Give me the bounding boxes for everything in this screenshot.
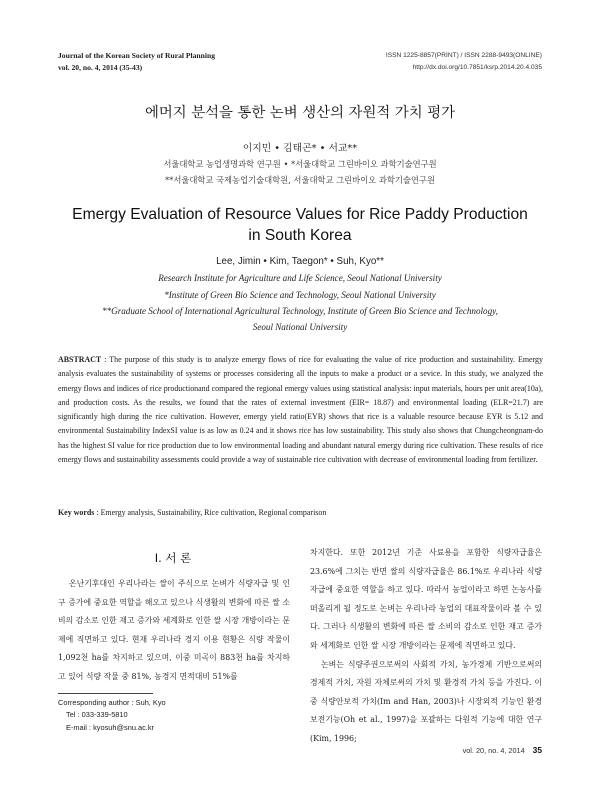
abstract — [58, 353, 543, 467]
doi-text: http://dx.doi.org/10.7851/ksrp.2014.20.4.035 — [412, 63, 542, 71]
abstract-text: : The purpose of this study is to analyze emergy flows of rice for evaluating the value of rice production and sustainability. Emergy analysis evaluates the sustainability of systems or processes considering all the inputs to make a product or a sevice. In this study, we analyzed the emergy flows and indices of rice productionand compared the regional emergy values using statistical analysis: input materials, hours per unit area(10a), and production costs. As the results, we found that the rates of external investment (EIR= 18.87) and environmental loading (ELR=21.7) are significantly high during the rice cultivation. However, emergy yield ratio(EYR) shows that rice is a valuable resource because EYR is 5.12 and environmental Sustainability IndexSI value is as low as 0.24 and it shows rice has low sustainability. This study also shows that Chungcheongnam-do has the highest SI value for rice production due to low environmental loading and abundant natural emergy during rice cultivation. These results of rice emergy flows and sustainability assessments could provide a way of sustainable rice cultivation with decrease of environmental loading from fertilizer. — [58, 355, 543, 465]
body-column-left — [58, 575, 290, 687]
affiliation-english-1: Research Institute for Agriculture and Life Science, Seoul National University — [158, 273, 442, 283]
paper-title-english-line-2: in South Korea — [248, 226, 352, 244]
body-column-right — [310, 544, 542, 749]
correspondence-note — [58, 697, 166, 734]
page-number: 35 — [532, 745, 542, 755]
page-footer — [463, 745, 542, 755]
keywords-text: : Emergy analysis, Sustainability, Rice cultivation, Regional comparison — [94, 508, 327, 517]
affiliation-korean-1: 서울대학교 농업생명과학 연구원 • *서울대학교 그린바이오 과학기술연구원 — [163, 159, 437, 169]
body-paragraph: 차지한다. 또한 2012년 기준 사료용을 포함한 식량자급율은 23.6%에 그치는 반면 쌀의 식량자급율은 86.1%로 우리나라 식량 자급에 중요한 역할을 하고 있다. 따라서 농업이라고 하면 논농사를 떠올리게 될 정도로 논벼는 우리나라 농업의 대표작물이라 볼 수 있다. 그러나 식생활의 변화에 따른 쌀 소비의 감소로 인한 재고 증가와 세계화로 인한 쌀 시장 개방이라는 문제에 직면하고 있다. — [310, 548, 542, 650]
authors-korean: 이지민 • 김태곤* • 서교** — [242, 143, 358, 154]
journal-header — [58, 50, 215, 73]
issn-text: ISSN 1225-8857(PRINT) / ISSN 2288-9493(ONLINE) — [385, 52, 542, 59]
paper-title-english-line-1: Emergy Evaluation of Resource Values for Rice Paddy Production — [72, 206, 528, 223]
keywords-label: Key words — [58, 508, 95, 517]
affiliation-korean-2: **서울대학교 국제농업기술대학원, 서울대학교 그린바이오 과학기술연구원 — [165, 175, 435, 185]
authors-english: Lee, Jimin • Kim, Taegon* • Suh, Kyo** — [216, 256, 384, 267]
paper-title-korean: 에머지 분석을 통한 논벼 생산의 자원적 가치 평가 — [144, 105, 456, 121]
affiliation-english-2: *Institute of Green Bio Science and Technology, Seoul National University — [164, 290, 436, 300]
affiliation-english-4: Seoul National University — [252, 322, 348, 332]
corresponding-email: E-mail : kyosuh@snu.ac.kr — [66, 722, 155, 732]
section-heading-introduction: Ⅰ. 서 론 — [154, 551, 192, 565]
paper-title-english — [0, 205, 600, 246]
abstract-label: ABSTRACT — [58, 355, 102, 364]
body-paragraph: 온난기후대인 우리나라는 쌀이 주식으로 논벼가 식량자급 및 인구 증가에 중요한 역할을 해오고 있으나 식생활의 변화에 따른 쌀 소비의 감소로 인한 재고 증가와 세계화로 인한 쌀 시장 개방이라는 문제에 직면하고 있다. 현재 우리나라 경지 이용 현황은 식량 작물이 1,092천 ha를 차지하고 있으며, 이중 미곡이 883천 ha를 차지하고 있어 식량 작물 중 81%, 농경지 면적대비 51%를 — [58, 579, 290, 681]
keywords — [58, 508, 543, 517]
journal-name: Journal of the Korean Society of Rural Planning — [58, 51, 216, 60]
corresponding-author: Corresponding author : Suh, Kyo — [58, 698, 166, 707]
body-paragraph: 논벼는 식량주권으로써의 사회적 가치, 농가경제 기반으로써의 경제적 가치, 자원 자체로써의 가치 및 환경적 가치 등을 가진다. 이 중 식량안보적 가치(Im and Han, 2003)나 시장외적 기능인 환경보전기능(Oh et al., 1997)을 포괄하는 다원적 기능에 대한 연구(Kim, 1996; — [310, 659, 542, 743]
corresponding-tel: Tel : 033-339-5810 — [66, 710, 128, 720]
journal-volume: vol. 20, no. 4, 2014 (35-43) — [58, 62, 143, 72]
affiliation-english-3: **Graduate School of International Agricultural Technology, Institute of Green Bio Science and Technology, — [102, 306, 498, 316]
footnote-divider — [58, 693, 153, 694]
footer-volume: vol. 20, no. 4, 2014 — [462, 746, 525, 755]
issn-header — [386, 50, 542, 73]
